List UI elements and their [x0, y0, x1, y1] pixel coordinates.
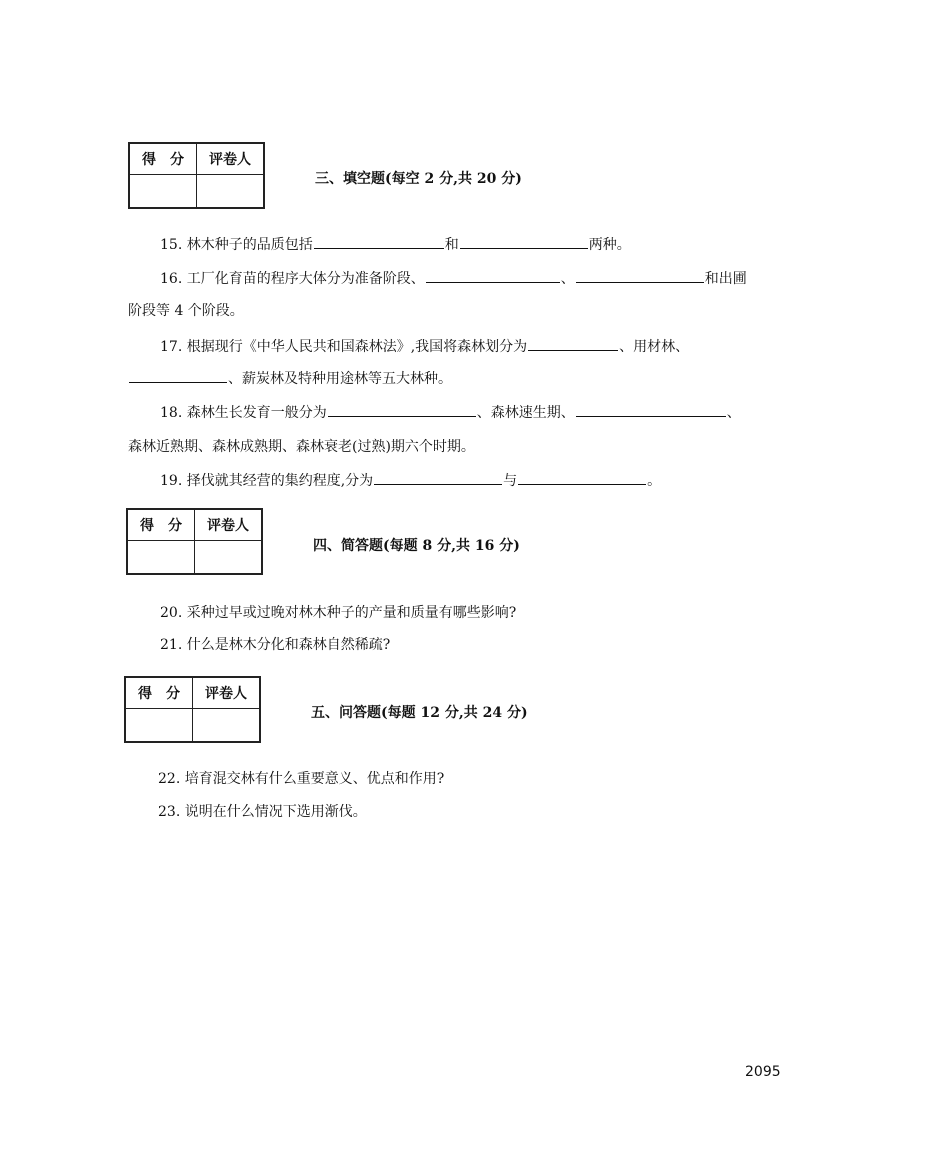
q18-blank-2: [576, 415, 726, 417]
grader-cell: [193, 709, 261, 743]
q16-text-b: 、: [560, 271, 575, 287]
grader-label: 评卷人: [193, 677, 261, 709]
grader-label: 评卷人: [197, 143, 265, 175]
q17-text-c: 、薪炭林及特种用途林等五大林种。: [228, 371, 452, 387]
score-label: 得 分: [129, 143, 197, 175]
q19-text-a: 19. 择伐就其经营的集约程度,分为: [160, 473, 374, 489]
q19-blank-2: [518, 483, 646, 485]
q19-blank-1: [374, 483, 502, 485]
section3-title: 三、填空题(每空 2 分,共 20 分): [315, 171, 522, 187]
score-cell: [125, 709, 193, 743]
score-box-section3: [128, 142, 265, 209]
q15-text-a: 15. 林木种子的品质包括: [160, 237, 313, 253]
q18-blank-1: [328, 415, 476, 417]
score-cell: [129, 175, 197, 209]
q16-blank-2: [576, 281, 704, 283]
question-21: 21. 什么是林木分化和森林自然稀疏?: [160, 637, 391, 653]
q17-text-b: 、用材林、: [619, 339, 690, 355]
score-cell: [127, 541, 195, 575]
q19-text-b: 与: [503, 473, 518, 489]
section4-title: 四、简答题(每题 8 分,共 16 分): [313, 538, 520, 554]
grader-label: 评卷人: [195, 509, 263, 541]
q17-blank-2: [129, 381, 227, 383]
q19-text-c: 。: [647, 473, 662, 489]
question-16: [160, 268, 747, 288]
q16-blank-1: [426, 281, 560, 283]
q18-text-a: 18. 森林生长发育一般分为: [160, 405, 327, 421]
question-18: [160, 402, 741, 422]
question-17: [160, 336, 689, 356]
q15-text-c: 两种。: [588, 237, 631, 253]
score-label: 得 分: [127, 509, 195, 541]
q15-text-b: 和: [444, 237, 459, 253]
question-22: 22. 培育混交林有什么重要意义、优点和作用?: [158, 771, 445, 787]
page-number: 2095: [745, 1064, 781, 1080]
q16-text-c: 和出圃: [704, 271, 747, 287]
q18-text-b: 、森林速生期、: [476, 405, 575, 421]
question-16-cont: 阶段等 4 个阶段。: [128, 303, 244, 319]
question-23: 23. 说明在什么情况下选用渐伐。: [158, 804, 367, 820]
q18-text-c: 、: [726, 405, 741, 421]
grader-cell: [197, 175, 265, 209]
question-19: [160, 470, 661, 490]
question-18-cont: 森林近熟期、森林成熟期、森林衰老(过熟)期六个时期。: [128, 439, 475, 455]
score-box-section5: [124, 676, 261, 743]
section5-title: 五、问答题(每题 12 分,共 24 分): [311, 705, 528, 721]
q17-blank-1: [528, 349, 618, 351]
score-box-section4: [126, 508, 263, 575]
question-20: 20. 采种过早或过晚对林木种子的产量和质量有哪些影响?: [160, 605, 517, 621]
question-15: [160, 234, 631, 254]
score-label: 得 分: [125, 677, 193, 709]
grader-cell: [195, 541, 263, 575]
q15-blank-1: [314, 247, 444, 249]
q16-text-a: 16. 工厂化育苗的程序大体分为准备阶段、: [160, 271, 425, 287]
q17-text-a: 17. 根据现行《中华人民共和国森林法》,我国将森林划分为: [160, 339, 528, 355]
q15-blank-2: [460, 247, 588, 249]
question-17-cont: [128, 368, 452, 388]
